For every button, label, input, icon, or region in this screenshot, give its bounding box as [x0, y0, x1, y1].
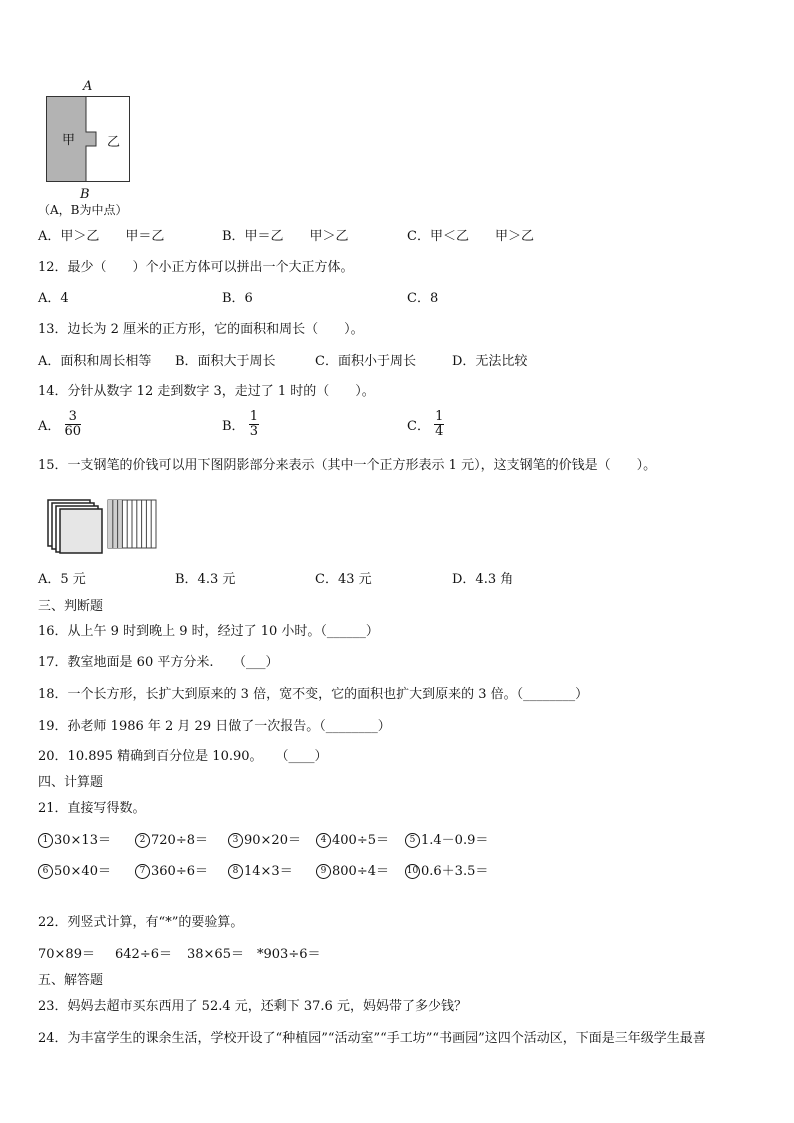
q21-item-4-number: 4: [316, 833, 331, 848]
q21-text: 21．直接写得数。: [38, 801, 146, 816]
q15-text: 15．一支钢笔的价钱可以用下图阴影部分来表示（其中一个正方形表示 1 元），这支钢笔的价钱是（ ）。: [38, 458, 657, 473]
q21-item-2-number: 2: [135, 833, 150, 848]
q14-option-c-denominator: 4: [435, 424, 444, 439]
q14-option-a-fraction: [65, 410, 82, 439]
q21-item-10: [405, 864, 488, 880]
q21-item-5-number: 5: [405, 833, 420, 848]
q20-text: 20．10.895 精确到百分位是 10.90。 （____）: [38, 749, 328, 764]
q14-option-a-denominator: 60: [64, 424, 82, 439]
section-5-heading: 五、解答题: [38, 973, 104, 988]
q15-figure: [44, 498, 160, 556]
q21-item-7-number: 7: [135, 864, 150, 879]
q19-text: 19．孙老师 1986 年 2 月 29 日做了一次报告。（________）: [38, 719, 391, 734]
q21-item-2-expr: 720÷8＝: [151, 833, 208, 848]
q21-item-6-expr: 50×40＝: [54, 864, 111, 879]
q14-option-b-fraction: [249, 410, 259, 439]
q22-item-4: *903÷6＝: [257, 947, 321, 962]
q14-option-a: [38, 410, 81, 439]
q12-option-a: A．4: [38, 291, 69, 306]
q13-option-d: D．无法比较: [452, 354, 528, 369]
q21-item-9-expr: 800÷4＝: [332, 864, 389, 879]
q15-option-b: B．4.3 元: [175, 572, 236, 587]
q11-option-b: B．甲＝乙 甲＞乙: [222, 229, 349, 244]
q14-option-c-label: C．: [407, 419, 430, 434]
q21-item-2: [135, 833, 208, 849]
q14-option-b: [222, 410, 259, 439]
q14-option-c: [407, 410, 444, 439]
q14-option-c-fraction: [434, 410, 444, 439]
q22-item-2: 642÷6＝: [115, 947, 172, 962]
q11-option-c: C．甲＜乙 甲＞乙: [407, 229, 534, 244]
q21-item-1-number: 1: [38, 833, 53, 848]
q21-item-1-expr: 30×13＝: [54, 833, 111, 848]
q12-option-c: C．8: [407, 291, 439, 306]
q21-item-7: [135, 864, 208, 880]
q21-item-9: [316, 864, 389, 880]
q21-item-8: [228, 864, 293, 880]
q13-option-b: B．面积大于周长: [175, 354, 276, 369]
q14-option-b-denominator: 3: [249, 424, 258, 439]
q14-option-b-label: B．: [222, 419, 245, 434]
section-4-heading: 四、计算题: [38, 775, 104, 790]
q23-text: 23．妈妈去超市买东西用了 52.4 元，还剩下 37.6 元，妈妈带了多少钱？: [38, 999, 467, 1014]
q21-item-10-expr: 0.6＋3.5＝: [421, 864, 489, 879]
q11-option-a: A．甲＞乙 甲＝乙: [38, 229, 165, 244]
q21-item-10-number: 10: [405, 864, 420, 879]
q13-text: 13．边长为 2 厘米的正方形，它的面积和周长（ ）。: [38, 322, 364, 337]
fig11-caption: （A，B为中点）: [38, 203, 128, 217]
fig11-label-top: A: [83, 79, 93, 94]
q21-item-3-number: 3: [228, 833, 243, 848]
q21-item-9-number: 9: [316, 864, 331, 879]
q24-text: 24．为丰富学生的课余生活，学校开设了“种植园”“活动室”“手工坊”“书画园”这四个活动区，下面是三年级学生最喜: [38, 1031, 706, 1046]
q21-item-7-expr: 360÷6＝: [151, 864, 208, 879]
q14-option-b-numerator: 1: [249, 409, 258, 424]
q21-item-8-expr: 14×3＝: [244, 864, 293, 879]
q14-option-c-numerator: 1: [435, 409, 444, 424]
q22-item-3: 38×65＝: [187, 947, 244, 962]
q13-option-a: A．面积和周长相等: [38, 354, 152, 369]
q16-text: 16．从上午 9 时到晚上 9 时，经过了 10 小时。（______）: [38, 624, 379, 639]
q22-item-1: 70×89＝: [38, 947, 95, 962]
q17-text: 17．教室地面是 60 平方分米. （___）: [38, 655, 279, 670]
q18-text: 18．一个长方形，长扩大到原来的 3 倍，宽不变，它的面积也扩大到原来的 3 倍。（________）: [38, 687, 589, 702]
q15-option-c: C．43 元: [315, 572, 372, 587]
q21-item-6-number: 6: [38, 864, 53, 879]
q12-option-b: B．6: [222, 291, 253, 306]
q22-text: 22．列竖式计算，有“*”的要验算。: [38, 915, 244, 930]
q21-item-5: [405, 833, 488, 849]
fig11-label-bottom: B: [80, 187, 90, 202]
q21-item-3-expr: 90×20＝: [244, 833, 301, 848]
q12-text: 12．最少（ ）个小正方体可以拼出一个大正方体。: [38, 260, 354, 275]
q21-item-1: [38, 833, 111, 849]
section-3-heading: 三、判断题: [38, 599, 104, 614]
q14-text: 14．分针从数字 12 走到数字 3，走过了 1 时的（ ）。: [38, 384, 375, 399]
q15-option-d: D．4.3 角: [452, 572, 514, 587]
q21-item-5-expr: 1.4－0.9＝: [421, 833, 489, 848]
q21-item-3: [228, 833, 301, 849]
q21-item-8-number: 8: [228, 864, 243, 879]
fig11-right-label: 乙: [107, 135, 121, 150]
q21-item-4-expr: 400÷5＝: [332, 833, 389, 848]
q15-option-a: A．5 元: [38, 572, 86, 587]
q14-option-a-numerator: 3: [65, 410, 82, 425]
q14-option-a-label: A．: [38, 419, 61, 434]
q13-option-c: C．面积小于周长: [315, 354, 416, 369]
q21-item-6: [38, 864, 111, 880]
q21-item-4: [316, 833, 389, 849]
fig11-left-label: 甲: [62, 133, 76, 148]
